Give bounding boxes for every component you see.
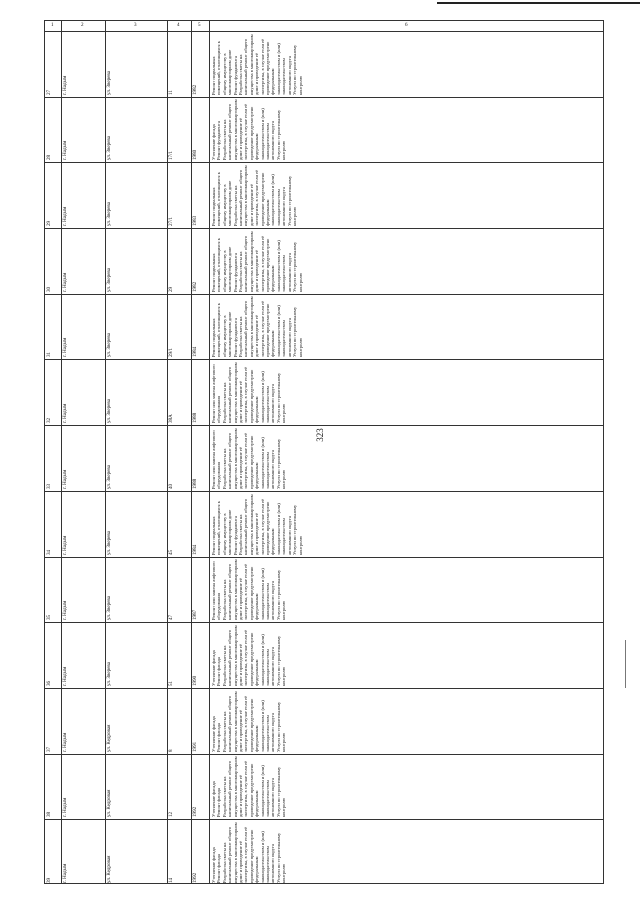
work-item: Ремонт подвальных помещений, относящихся к общему имуществу в многоквартирном доме <box>211 172 233 227</box>
work-item: Утепление фасада <box>211 781 216 818</box>
work-item: Услуги по строительному контролю <box>275 372 287 424</box>
works-cell <box>211 296 603 358</box>
cell-house: 40 <box>168 483 174 489</box>
table-header-cell: 5 <box>198 22 201 28</box>
cell-house: 29/1 <box>168 348 174 358</box>
cell-year: 1984 <box>192 544 198 555</box>
works-cell <box>211 33 603 95</box>
work-item: Услуги по строительному контролю <box>292 307 303 358</box>
table-header-cell: 2 <box>81 22 84 28</box>
cell-num: 32 <box>46 418 52 424</box>
work-item: Ремонт или замена лифтового оборудования <box>211 430 222 489</box>
cell-street: ул. Зверева <box>106 202 112 227</box>
works-cell <box>211 99 603 161</box>
work-item: Ремонт фундамента <box>232 515 238 555</box>
work-item: Ремонт фасада <box>216 657 222 686</box>
row-divider <box>45 162 603 163</box>
cell-house: 38А <box>168 414 174 424</box>
table-header-cell: 6 <box>405 22 408 28</box>
cell-street: ул. Зверева <box>106 70 112 95</box>
row-divider <box>45 425 603 426</box>
work-item: Утепление фасада <box>211 715 216 752</box>
work-item: Ремонт фундамента <box>232 252 238 292</box>
work-item: Услуги по строительному контролю <box>275 110 287 161</box>
cell-city: г. Надым <box>62 732 68 752</box>
work-item: Утепление фасада <box>211 124 216 161</box>
cell-year: 1990 <box>192 675 198 686</box>
cell-year: 1984 <box>192 347 198 358</box>
cell-num: 33 <box>46 483 52 489</box>
work-item: Услуги по строительному контролю <box>275 438 287 489</box>
cell-street: ул. Кедровая <box>106 855 112 883</box>
work-item: Разработка сметы на капитальный ремонт общего имущества в многоквартирном доме и проведение её экспертизы, в случае если её проведение предусмотрено федеральным законодательством и (или) законодательством автономного округа <box>238 33 292 95</box>
table-header-cell: 3 <box>134 22 137 28</box>
work-item: Ремонт подвальных помещений, относящихся к общему имуществу в многоквартирном доме <box>211 237 233 292</box>
cell-house: 17/1 <box>168 151 174 161</box>
cell-street: ул. Зверева <box>106 267 112 292</box>
cell-street: ул. Зверева <box>106 596 112 621</box>
works-cell <box>211 164 603 226</box>
cell-street: ул. Зверева <box>106 661 112 686</box>
works-cell <box>211 690 603 752</box>
cell-house: 45 <box>168 549 174 555</box>
work-item: Ремонт фундамента <box>232 318 238 358</box>
cell-city: г. Надым <box>62 469 68 489</box>
work-item: Разработка сметы на капитальный ремонт общего имущества в многоквартирном доме и проведение её экспертизы, в случае если её проведение предусмотрено федеральным законодательством и (или) законодательством автономного округа <box>221 99 276 161</box>
row-divider <box>45 228 603 229</box>
work-item: Услуги по строительному контролю <box>292 44 303 95</box>
cell-city: г. Надым <box>62 141 68 161</box>
works-cell <box>211 624 603 686</box>
work-item: Услуги по строительному контролю <box>275 635 287 686</box>
work-item: Ремонт подвальных помещений, относящихся к общему имуществу в многоквартирном доме <box>211 500 233 555</box>
cell-year: 1992 <box>192 807 198 818</box>
cell-street: ул. Кедровая <box>106 724 112 752</box>
work-item: Услуги по строительному контролю <box>292 504 303 555</box>
cell-year: 1988 <box>192 412 198 424</box>
cell-num: 30 <box>46 286 52 292</box>
row-divider <box>45 359 603 360</box>
work-item: Ремонт подвальных помещений, относящихся к общему имуществу в многоквартирном доме <box>211 303 233 358</box>
cell-house: 8 <box>168 749 174 752</box>
row-divider <box>45 491 603 492</box>
top-rule <box>437 2 640 4</box>
cell-num: 36 <box>46 680 52 686</box>
work-item: Разработка сметы на капитальный ремонт общего имущества в многоквартирном доме и проведение её экспертизы, в случае если её проведение предусмотрено федеральным законодательством и (или) законодательством автономного округа <box>221 756 276 818</box>
work-item: Разработка сметы на капитальный ремонт общего имущества в многоквартирном доме и проведение её экспертизы, в случае если её проведение предусмотрено федеральным законодательством и (или) законодательством автономного округа <box>221 559 276 621</box>
cell-city: г. Надым <box>62 666 68 686</box>
work-item: Разработка сметы на капитальный ремонт общего имущества в многоквартирном доме и проведение её экспертизы, в случае если её проведение предусмотрено федеральным законодательством и (или) законодательством автономного округа <box>238 493 292 555</box>
cell-house: 29 <box>168 286 174 292</box>
cell-num: 27 <box>46 89 52 95</box>
cell-num: 35 <box>46 615 52 621</box>
work-item: Ремонт или замена лифтового оборудования <box>211 561 222 621</box>
cell-street: ул. Зверева <box>106 530 112 555</box>
cell-street: ул. Зверева <box>106 464 112 489</box>
work-item: Ремонт фасада <box>216 722 222 752</box>
cell-city: г. Надым <box>62 338 68 358</box>
work-item: Услуги по строительному контролю <box>275 701 287 752</box>
cell-city: г. Надым <box>62 535 68 555</box>
works-cell <box>211 493 603 555</box>
cell-year: 1983 <box>192 215 198 227</box>
cell-house: 12 <box>168 812 174 818</box>
cell-num: 29 <box>46 220 52 227</box>
work-item: Ремонт подвальных помещений, относящихся к общему имуществу в многоквартирном доме <box>211 40 233 95</box>
cell-house: 11 <box>168 89 174 95</box>
row-divider <box>45 622 603 623</box>
row-divider <box>45 31 603 32</box>
work-item: Услуги по строительному контролю <box>275 570 287 621</box>
works-cell <box>211 559 603 621</box>
work-item: Услуги по строительному контролю <box>286 175 298 227</box>
work-item: Ремонт фундамента <box>216 121 222 161</box>
work-item: Ремонт фасада <box>216 854 222 883</box>
cell-num: 34 <box>46 549 52 555</box>
table-header-cell: 4 <box>177 22 180 28</box>
work-item: Разработка сметы на капитальный ремонт общего имущества в многоквартирном доме и проведение её экспертизы, в случае если её проведение предусмотрено федеральным законодательством и (или) законодательством автономного округа <box>221 625 276 686</box>
table-header-cell: 1 <box>51 22 54 28</box>
work-item: Ремонт фасада <box>216 788 222 818</box>
cell-house: 51 <box>168 680 174 686</box>
works-cell <box>211 756 603 818</box>
work-item: Услуги по строительному контролю <box>275 767 287 818</box>
cell-city: г. Надым <box>62 403 68 424</box>
cell-street: ул. Зверева <box>106 333 112 358</box>
work-item: Услуги по строительному контролю <box>275 832 287 883</box>
work-item: Разработка сметы на капитальный ремонт общего имущества в многоквартирном доме и проведение её экспертизы, в случае если её проведение предусмотрено федеральным законодательством и (или) законодательством автономного округа <box>221 690 276 752</box>
cell-city: г. Надым <box>62 863 68 883</box>
cell-year: 1987 <box>192 610 198 621</box>
cell-year: 1982 <box>192 281 198 292</box>
works-cell <box>211 361 603 423</box>
cell-house: 14 <box>168 877 174 883</box>
cell-year: 1980 <box>192 150 198 161</box>
page-number: 323 <box>315 428 325 442</box>
cell-num: 31 <box>46 352 52 358</box>
cell-num: 37 <box>46 746 52 752</box>
row-divider <box>45 688 603 689</box>
cell-street: ул. Кедровая <box>106 789 112 818</box>
work-item: Разработка сметы на капитальный ремонт общего имущества в многоквартирном доме и проведение её экспертизы, в случае если её проведение предусмотрено федеральным законодательством и (или) законодательством автономного округа <box>221 822 276 883</box>
cell-city: г. Надым <box>62 75 68 95</box>
cell-year: 1982 <box>192 84 198 95</box>
cell-city: г. Надым <box>62 600 68 621</box>
document-table <box>44 20 604 884</box>
cell-street: ул. Зверева <box>106 399 112 424</box>
cell-year: 1991 <box>192 741 198 752</box>
works-cell <box>211 821 603 883</box>
margin-mark <box>625 640 626 688</box>
works-cell <box>211 427 603 489</box>
row-divider <box>45 819 603 820</box>
work-item: Разработка сметы на капитальный ремонт общего имущества в многоквартирном доме и проведение её экспертизы, в случае если её проведение предусмотрено федеральным законодательством и (или) законодательством автономного округа <box>238 296 292 358</box>
cell-street: ул. Зверева <box>106 136 112 161</box>
work-item: Ремонт или замена лифтового оборудования <box>211 364 222 424</box>
cell-year: 1992 <box>192 872 198 883</box>
work-item: Разработка сметы на капитальный ремонт общего имущества в многоквартирном доме и проведение её экспертизы, в случае если её проведение предусмотрено федеральным законодательством и (или) законодательством автономного округа <box>221 362 276 424</box>
works-cell <box>211 230 603 292</box>
cell-house: 47 <box>168 615 174 621</box>
work-item: Утепление фасада <box>211 847 216 883</box>
cell-num: 28 <box>46 155 52 161</box>
work-item: Разработка сметы на капитальный ремонт общего имущества в многоквартирном доме и проведение её экспертизы, в случае если её проведение предусмотрено федеральным законодательством и (или) законодательством автономного округа <box>238 231 292 292</box>
cell-num: 39 <box>46 877 52 883</box>
cell-house: 27/1 <box>168 217 174 227</box>
work-item: Разработка сметы на капитальный ремонт общего имущества в многоквартирном доме и проведение её экспертизы, в случае если её проведение предусмотрено федеральным законодательством и (или) законодательством автономного округа <box>221 428 276 489</box>
cell-year: 1988 <box>192 478 198 489</box>
cell-num: 38 <box>46 812 52 818</box>
work-item: Ремонт фундамента <box>232 55 238 95</box>
work-item: Услуги по строительному контролю <box>292 241 303 292</box>
work-item: Разработка сметы на капитальный ремонт общего имущества в многоквартирном доме и проведение её экспертизы, в случае если её проведение предусмотрено федеральным законодательством и (или) законодательством автономного округа <box>232 165 287 227</box>
work-item: Утепление фасада <box>211 650 216 686</box>
cell-city: г. Надым <box>62 798 68 818</box>
cell-city: г. Надым <box>62 272 68 292</box>
cell-city: г. Надым <box>62 206 68 227</box>
